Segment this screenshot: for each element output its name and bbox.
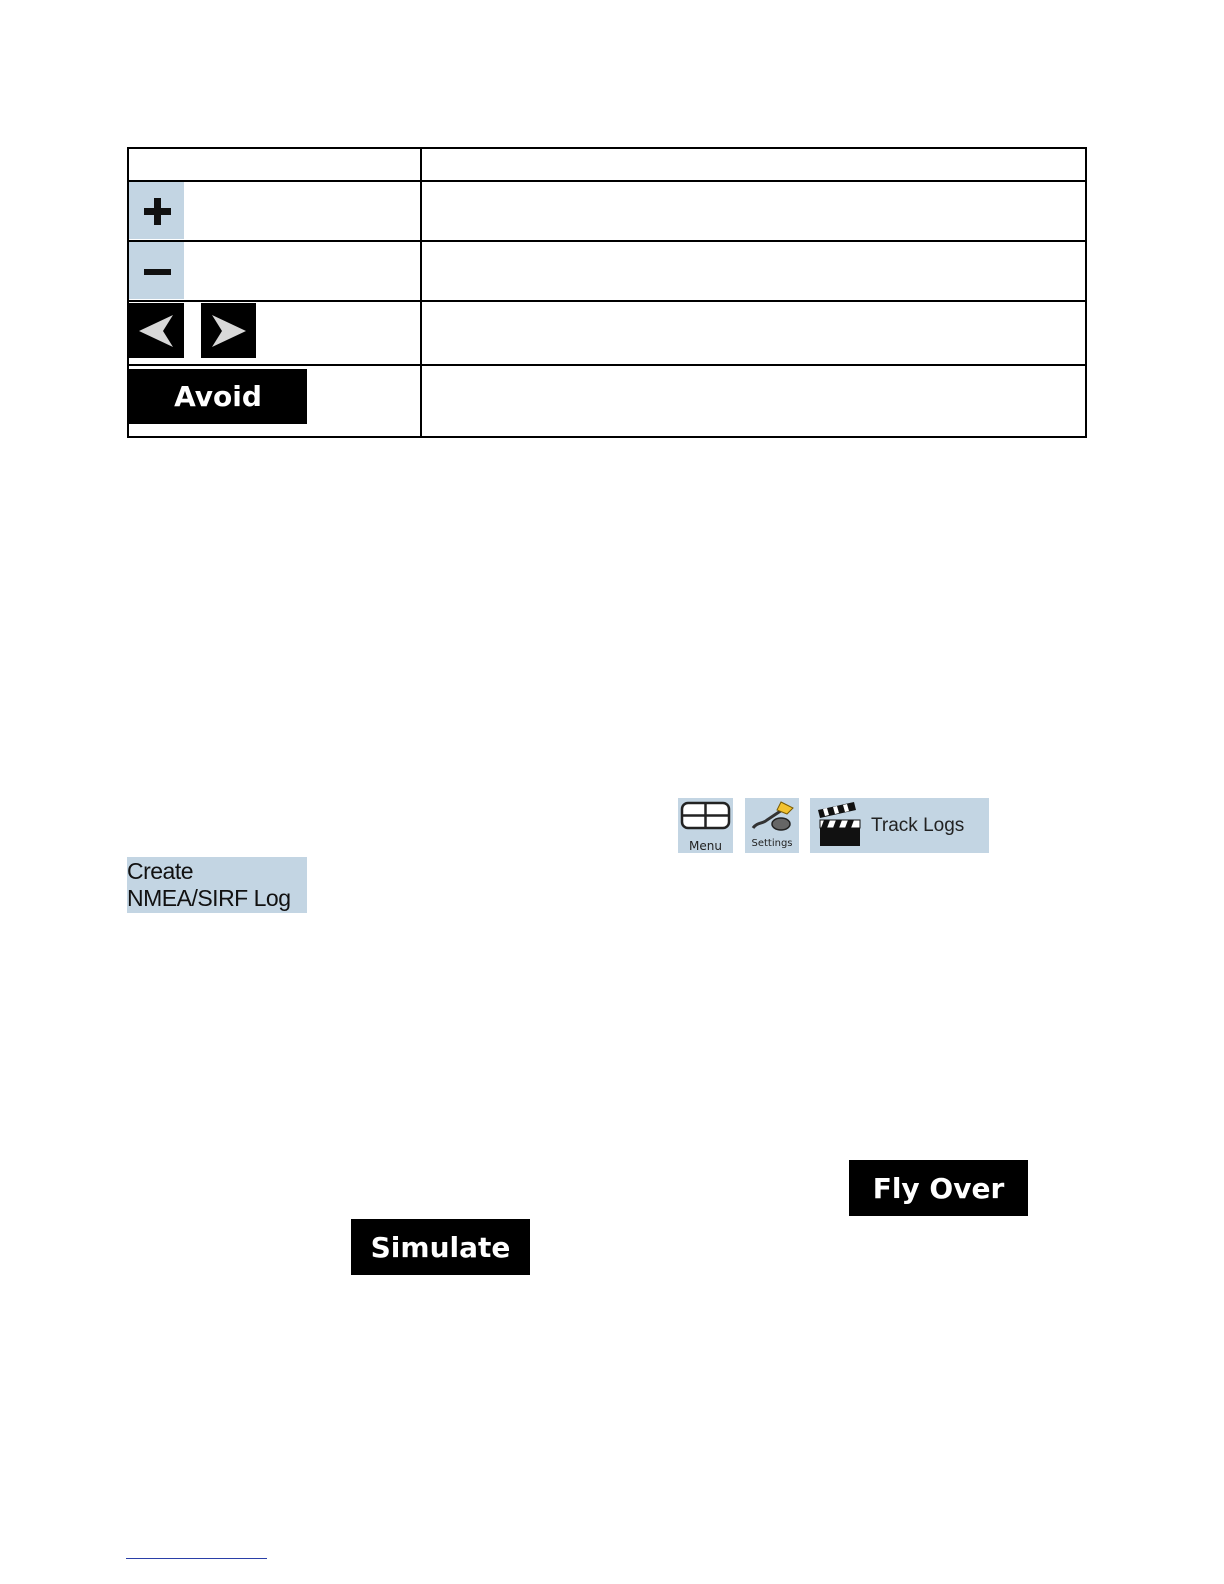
arrow-right-icon <box>201 303 256 358</box>
table-cell <box>421 181 1086 241</box>
track-logs-button[interactable] <box>810 798 989 853</box>
next-button[interactable] <box>201 303 256 358</box>
table-row <box>128 181 1086 241</box>
settings-label: Settings <box>751 838 793 849</box>
minus-icon <box>129 242 184 299</box>
settings-icon <box>745 798 799 838</box>
menu-label: Menu <box>689 839 722 853</box>
fly-over-button[interactable]: Fly Over <box>849 1160 1028 1216</box>
table-cell <box>128 241 421 301</box>
plus-icon <box>129 182 184 239</box>
clapperboard-icon <box>814 798 864 853</box>
header-cell-button <box>128 148 421 181</box>
table-row <box>128 301 1086 365</box>
zoom-in-button[interactable] <box>129 182 184 239</box>
footnote-separator <box>126 1558 267 1559</box>
menu-icon <box>678 798 733 838</box>
create-nmea-log-button[interactable]: Create NMEA/SIRF Log <box>127 857 307 913</box>
track-logs-label: Track Logs <box>871 815 965 836</box>
header-cell-description <box>421 148 1086 181</box>
avoid-button[interactable]: Avoid <box>129 369 307 424</box>
table-cell <box>128 181 421 241</box>
arrow-left-icon <box>129 303 184 358</box>
table-cell <box>128 301 421 365</box>
settings-button[interactable] <box>745 798 799 853</box>
table-row <box>128 241 1086 301</box>
menu-button[interactable] <box>678 798 733 853</box>
previous-button[interactable] <box>129 303 184 358</box>
table-cell <box>421 301 1086 365</box>
table-cell <box>421 365 1086 437</box>
table-cell <box>421 241 1086 301</box>
table-header-row <box>128 148 1086 181</box>
simulate-button[interactable]: Simulate <box>351 1219 530 1275</box>
zoom-out-button[interactable] <box>129 242 184 299</box>
